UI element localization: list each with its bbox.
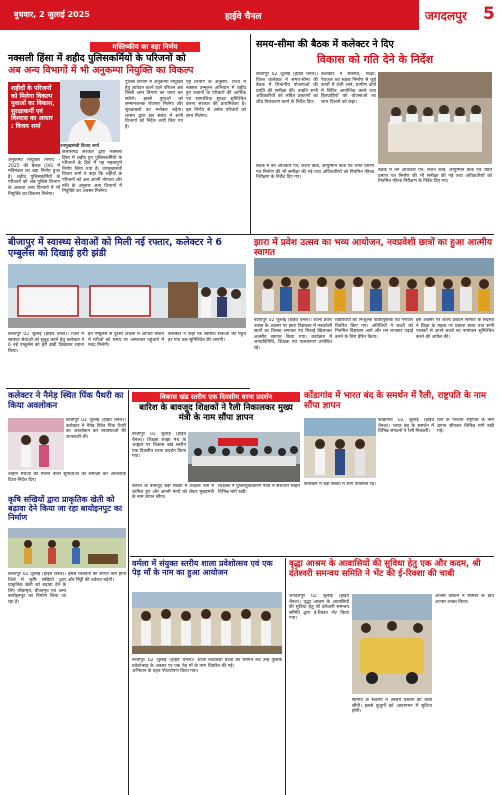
story1-body-col3: पुलिस विभाग में अनुकम्पा नियुक्ति हेतु आवेदन करने वाले परिजन अब किसी अन्य विभाग का चयन कर सकेंगे। इससे युवाओं को सम्मानजनक रोजगार मिलेगा और सुरक्षाबलों का मनोबल बढ़ेगा। शासन द्वारा इस संबंध में सभी विभागों को निर्देश जारी किए गए हैं।	[125, 80, 183, 130]
story9-photo	[132, 592, 282, 654]
story2-headline-a: समय-सीमा की बैठक में कलेक्टर ने दिए	[256, 39, 394, 50]
story1-portrait-caption: उपमुख्यमंत्री विजय शर्मा	[60, 144, 99, 149]
story3-body-col2: इन एम्बुलेंस से दूरस्थ अंचलों में आपात स्थिति में मरीजों को समय पर अस्पताल पहुंचाने में मदद मिलेगी।	[88, 332, 164, 349]
story10-body-col3: आश्रम प्रबंधन ने समिति के प्रति आभार व्यक्त किया।	[435, 594, 494, 605]
story4-headline: झारा में प्रवेश उत्सव का भव्य आयोजन, नवप्रवेशी छात्रों का हुआ आत्मीय स्वागत	[254, 238, 492, 259]
story7-photo	[188, 432, 300, 482]
story2-headline-b: विकास को गति देने के निर्देश	[316, 53, 434, 66]
section-rule-1	[6, 234, 494, 235]
story1-sidebar-box	[8, 82, 60, 154]
story1-kicker: मस्तिष्कीय का बड़ा निर्णय	[90, 42, 200, 52]
story4-body-col3: इस अवसर पर शाला प्रबंधन समिति के सदस्यों ने शिक्षा के महत्व पर प्रकाश डाला तथा सभी पालकों से अपने बच्चों का नामांकन सुनिश्चित करने की अपील की।	[416, 318, 494, 340]
story9-body-col2: नवप्रवेशी बच्चों का स्वागत कर उन्हें पुस्तकें वितरित की गईं।	[208, 658, 282, 669]
story8-body-col2: रैली के पश्चात राष्ट्रपति के नाम ज्ञापन सौंपकर विभिन्न मांगें रखी गईं।	[437, 418, 494, 435]
story1-headline-red: अब अन्य विभागों में भी अनुकम्पा नियुक्ति का विकल्प	[8, 65, 194, 76]
story7-headline: बारिश के बावजूद शिक्षकों ने रैली निकालकर मुख्य मंत्री के नाम सौंपा ज्ञापन	[139, 403, 293, 423]
story3-photo	[8, 264, 246, 328]
story10-photo	[352, 594, 432, 694]
story8-photo	[304, 418, 376, 478]
story5-headline: कलेक्टर ने नैमेड़ स्थित पिंक पैथरी का किया अवलोकन	[8, 391, 124, 411]
story8-headline: कोंडागांव में भारत बंद के समर्थन में रैली, राष्ट्रपति के नाम सौंपा ज्ञापन	[304, 391, 487, 411]
story10-body-col1: जगदलपुर 02 जुलाई (हाईवे चैनल)। वृद्धा आश्रम के आवासियों की सुविधा हेतु श्री दंतेश्वरी समन्वय समिति द्वारा ई-रिक्शा भेंट किया गया।	[289, 594, 349, 622]
story2-body-col4: बैठक में वन अधिकार पत्र, राशन कार्ड, आयुष्मान कार्ड एवं जाति प्रमाण पत्र निर्माण की भी समीक्षा की गई तथा अधिकारियों को नियमित फील्ड निरीक्षण के निर्देश दिए गए।	[378, 168, 492, 185]
story6-headline: कृषि सखियों द्वारा प्राकृतिक खेती को बढ़ावा देने किया जा रहा बायोइनपुट का निर्माण	[8, 495, 123, 522]
story5-body-col1: बीजापुर 02 जुलाई (हाईवे चैनल)। कलेक्टर ने नैमेड़ स्थित पिंक पैथरी का अवलोकन कर व्यवस्थाओं की जानकारी ली।	[66, 418, 126, 440]
story4-body-col2: विद्यार्थियों को निःशुल्क पाठ्यपुस्तकें एवं गणवेश वितरित किए गए। अतिथियों ने बच्चों को नियमित विद्यालय आने और मन लगाकर पढ़ाई करने के लिए प्रेरित किया।	[335, 318, 413, 340]
story8-body-col1: कोंडागांव 02 जुलाई (हाईवे चैनल)। भारत बंद के समर्थन में विभिन्न संगठनों ने रैली निकाली।	[378, 418, 434, 435]
story1-body-col4: गृह विभाग के अनुसार, राज्य में नक्सल उन्मूलन अभियान में शहीद हुए जवानों के परिवारों की आर्थिक एवं सामाजिक सुरक्षा सुनिश्चित करना सरकार की प्राथमिकता है। इस निर्णय से अनेक परिवारों को लाभ मिलेगा।	[186, 80, 246, 119]
section-rule-2	[6, 388, 250, 389]
story10-body-col2: समिति के सदस्यों ने आश्रम प्रबंधन को चाबी सौंपी। इससे बुजुर्गों को आवागमन में सुविधा होगी।	[352, 698, 432, 715]
story1-body-col2: छत्तीसगढ़ सरकार द्वारा नक्सली हिंसा में शहीद हुए पुलिसकर्मियों के परिजनों के हित में यह महत्वपूर्ण निर्णय लिया गया है। उपमुख्यमंत्री विजय शर्मा ने कहा कि शहीदों के परिजनों को अब अपनी योग्यता और रुचि के अनुसार अन्य विभागों में नियुक्ति का अवसर मिलेगा।	[62, 150, 122, 195]
story4-body-col1: बीजापुर 02 जुलाई (हाईवे चैनल)। शाला प्रवेश उत्सव के अवसर पर झारा विद्यालय में नवप्रवेशी छात्रों का तिलक लगाकर एवं मिठाई खिलाकर आत्मीय स्वागत किया गया। कार्यक्रम में जनप्रतिनिधि, शिक्षक एवं पालकगण उपस्थित रहे।	[254, 318, 332, 351]
masthead	[0, 0, 500, 30]
story9-headline: वर्मला में संयुक्त स्तरीय शाला प्रवेशोत्सव एवं एक पेड़ माँ के नाम का हुआ आयोजन	[132, 559, 273, 577]
story1-portrait	[60, 80, 120, 142]
story1-headline-black: नक्सली हिंसा में शहीद पुलिसकर्मियों के परिजनों को	[8, 53, 186, 64]
story9-body-col1: बीजापुर 02 जुलाई (हाईवे चैनल)। शाला प्रवेशोत्सव के अवसर पर एक पेड़ माँ के नाम अभियान के तहत पौधारोपण किया गया।	[132, 658, 206, 675]
story8-body-col3: कार्यक्रम में बड़ी संख्या में लोग उपस्थित रहे।	[304, 482, 376, 487]
story7-body-col2: बारिश के बावजूद बड़ी संख्या में शिक्षक रैली में शामिल हुए और अपनी मांगों को लेकर मुख्यमंत्री के नाम ज्ञापन सौंपा।	[132, 484, 214, 501]
story5-photo	[8, 418, 64, 470]
paper-name: हाईवे चैनल	[225, 12, 262, 22]
story3-body-col1: बीजापुर 02 जुलाई (हाईवे चैनल)। जिले में स्वास्थ्य सेवाओं को सुदृढ़ करने हेतु कलेक्टर ने 6 नई एम्बुलेंस को हरी झंडी दिखाकर रवाना किया।	[8, 332, 84, 354]
story6-photo	[8, 528, 126, 568]
story2-body-col3: बैठक में वन अधिकार पत्र, राशन कार्ड, आयुष्मान कार्ड एवं जाति प्रमाण पत्र निर्माण की भी समीक्षा की गई तथा अधिकारियों को नियमित फील्ड निरीक्षण के निर्देश दिए गए।	[256, 164, 374, 181]
story2-body-col2: कलेक्टर ने स्वास्थ्य, शिक्षा, पेयजल एवं सड़क निर्माण से जुड़े कार्यों में तेजी लाने, ग्रामीण क्षेत्रों में शिविर आयोजित करने तथा हितग्राहियों को योजनाओं का लाभ दिलाने को कहा।	[321, 72, 376, 105]
story3-headline: बीजापुर में स्वास्थ्य सेवाओं को मिली नई रफ्तार, कलेक्टर ने 6 एम्बुलेंस को दिखाई हरी झंडी	[8, 237, 223, 259]
page-number: 5	[483, 4, 495, 24]
story4-photo	[254, 258, 494, 314]
story2-photo	[378, 72, 492, 164]
issue-date: बुधवार, 2 जुलाई 2025	[14, 10, 90, 19]
section-rule-3	[130, 556, 494, 557]
story2-body-col1: बीजापुर 02 जुलाई (हाईवे चैनल)। जिला कलेक्टर ने समय-सीमा की बैठक में विभागीय योजनाओं की प्रगति की समीक्षा की। उन्होंने सभी अधिकारियों को लंबित प्रकरणों का शीघ्र निराकरण करने के निर्देश दिए।	[256, 72, 318, 105]
story10-headline: वृद्धा आश्रम के आवासियों की सुविधा हेतु एक और कदम, श्री दंतेश्वरी समन्वय समिति ने भेंट की ई-रिक्शा की चाबी	[289, 559, 481, 579]
story7-body-col3: शिक्षकों ने युक्तियुक्तकरण नीति में संशोधन सहित विभिन्न मांगें रखीं।	[218, 484, 300, 495]
story1-body-col1: अनुकम्पा नियुक्ति निर्णय - 2025 की बैठक (06) में मंत्रिमंडल का बड़ा निर्णय हुआ है। शहीद पुलिसकर्मियों के परिजनों को अब पुलिस विभाग के अलावा अन्य विभागों में भी नियुक्ति का विकल्प मिलेगा।	[8, 158, 60, 197]
story6-body-col2: इससे किसानों की लागत कम होगी और मिट्टी की उर्वरता बढ़ेगी।	[68, 572, 126, 583]
story3-body-col3: कलेक्टर ने कहा कि स्वास्थ्य सेवाओं की पहुंच हर गांव तक सुनिश्चित की जाएगी।	[168, 332, 246, 343]
edition-city: जगदलपुर	[425, 9, 467, 23]
story7-kicker: विकास खंड स्तरीय एक दिवसीय धरना प्रदर्शन	[132, 392, 300, 402]
story5-body-col2: उन्होंने मरीजों को मिलने वाली सुविधाओं की समीक्षा कर आवश्यक दिशा-निर्देश दिए।	[8, 472, 126, 483]
story1-sidebar-text: शहीदों के परिजनों को मिलेगा विकल्प युवाओं का विकास, सुरक्षाकर्मी एवं विश्वास का आधार : विजय शर्मा	[11, 85, 55, 130]
column-rule-3	[285, 558, 286, 795]
column-rule-2	[128, 390, 129, 795]
story6-body-col1: बीजापुर 02 जुलाई (हाईवे चैनल)। जिले में कृषि सखियों द्वारा प्राकृतिक खेती को बढ़ावा देने के लिए जीवामृत, बीजामृत एवं अन्य बायोइनपुट का निर्माण किया जा रहा है।	[8, 572, 66, 605]
story7-body-col1: बीजापुर 02 जुलाई (हाईवे चैनल)। शिक्षक साझा मंच के आह्वान पर विकास खंड स्तरीय एक दिवसीय धरना प्रदर्शन किया गया।	[132, 432, 186, 460]
column-rule	[250, 34, 251, 234]
page-block	[416, 0, 500, 30]
